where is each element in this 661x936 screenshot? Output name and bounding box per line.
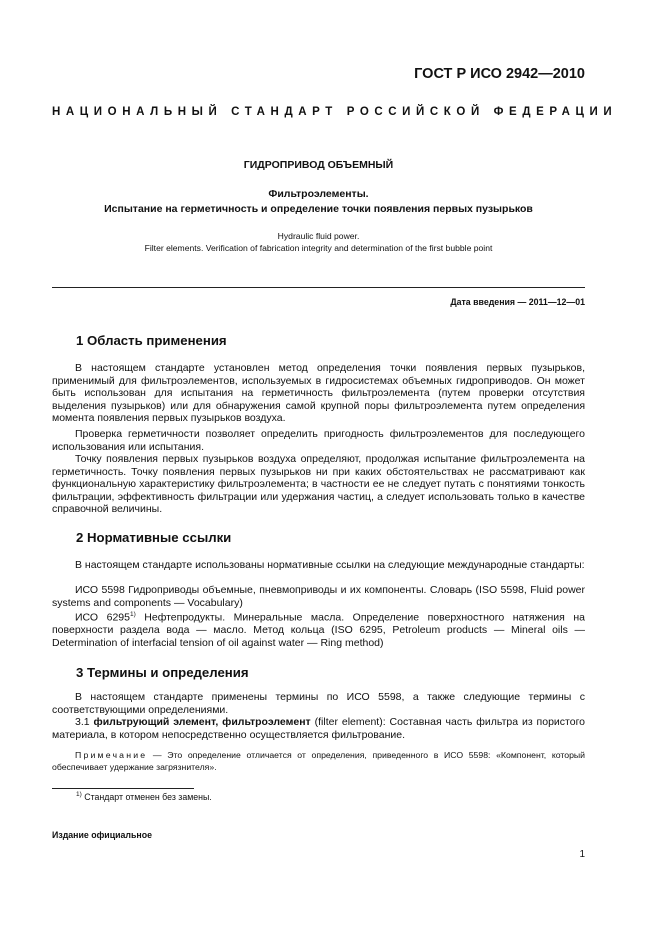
footnote-marker: 1) (129, 611, 136, 618)
section-1-paragraph-1-text: В настоящем стандарте установлен метод определения точки появления первых пузырьков, применимый для фильтроэлементов, используемых в гидросистемах объемных гидроприводов. Он может быть использован для испытания на герметичность фильтроэлемента (путем проверки отсутствия выделения пузырьков) или для обнаружения самой крупной поры фильтроэлемента путем определения момента появления первых пузырьков воздуха. (52, 362, 585, 425)
page-number: 1 (579, 849, 585, 860)
section-1-paragraph-2-text: Проверка герметичности позволяет определить пригодность фильтроэлементов для последующего использования или испытания. (52, 428, 585, 453)
normative-reference-2-text: Нефтепродукты. Минеральные масла. Определение поверхностного натяжения на поверхности раздела вода — масло. Метод кольца (ISO 6295, Petroleum products — Mineral oils — Determination of interfacial tension of oil against water — Ring method) (52, 611, 585, 649)
section-1-paragraph-2 (52, 428, 585, 453)
english-title-1: Hydraulic fluid power. (277, 231, 360, 241)
section-3-paragraph-1 (52, 691, 585, 716)
gost-number: ГОСТ Р ИСО 2942—2010 (414, 66, 585, 82)
section-1-heading: 1 Область применения (76, 333, 227, 348)
footnote-divider (52, 788, 194, 789)
section-1-paragraph-1 (52, 362, 585, 425)
footnote-text: Стандарт отменен без замены. (84, 791, 212, 802)
term-definition (52, 716, 585, 741)
note (52, 749, 585, 774)
english-title-2: Filter elements. Verification of fabrication integrity and determination of the first bubble point (144, 243, 493, 253)
normative-reference-2 (52, 609, 585, 649)
normative-reference-1-text: ИСО 5598 Гидроприводы объемные, пневмоприводы и их компоненты. Словарь (ISO 5598, Fluid power systems and components — Vocabulary) (52, 584, 585, 609)
document-title: ГИДРОПРИВОД ОБЪЕМНЫЙ (243, 159, 394, 171)
normative-reference-2-code: ИСО 6295 (75, 611, 130, 624)
section-2-paragraph-1 (52, 559, 585, 572)
section-3-heading: 3 Термины и определения (76, 665, 249, 680)
normative-reference-1 (52, 584, 585, 609)
introduction-date: Дата введения — 2011—12—01 (450, 297, 585, 307)
footnote-number: 1) (76, 791, 82, 798)
section-1-paragraph-3-text: Точку появления первых пузырьков воздуха определяют, продолжая испытание фильтроэлемента на герметичность. Точку появления первых пузырьков ни при каких обстоятельствах не рассматривают как функциональную характеристику фильтроэлемента; в частности ее не следует путать с понятиями тонкость фильтрации, эффективность фильтрации или удержания частиц, а следует использовать только в качестве справочной величины. (52, 453, 585, 516)
note-label: Примечание (75, 750, 148, 760)
official-edition-label: Издание официальное (52, 830, 152, 840)
document-subtitle-2: Испытание на герметичность и определение точки появления первых пузырьков (104, 203, 533, 215)
term-name: фильтрующий элемент, фильтроэлемент (93, 716, 311, 728)
section-2-paragraph-1-text: В настоящем стандарте использованы нормативные ссылки на следующие международные стандарты: (75, 559, 585, 571)
term-definition-text: (filter element): Составная часть фильтра из пористого материала, в котором непосредственно осуществляется фильтрование. (52, 716, 586, 741)
national-standard-banner: НАЦИОНАЛЬНЫЙ СТАНДАРТ РОССИЙСКОЙ ФЕДЕРАЦИИ (52, 106, 618, 118)
term-number: 3.1 (75, 716, 94, 728)
section-2-heading: 2 Нормативные ссылки (76, 530, 232, 545)
footnote (76, 791, 212, 802)
section-1-paragraph-3 (52, 453, 585, 516)
section-3-paragraph-1-text: В настоящем стандарте применены термины по ИСО 5598, а также следующие термины с соответствующими определениями. (52, 691, 585, 716)
document-subtitle-1: Фильтроэлементы. (268, 188, 369, 200)
note-text: — Это определение отличается от определения, приведенного в ИСО 5598: «Компонент, который обеспечивает удержание загрязнителя». (52, 750, 585, 773)
title-divider (52, 287, 585, 288)
